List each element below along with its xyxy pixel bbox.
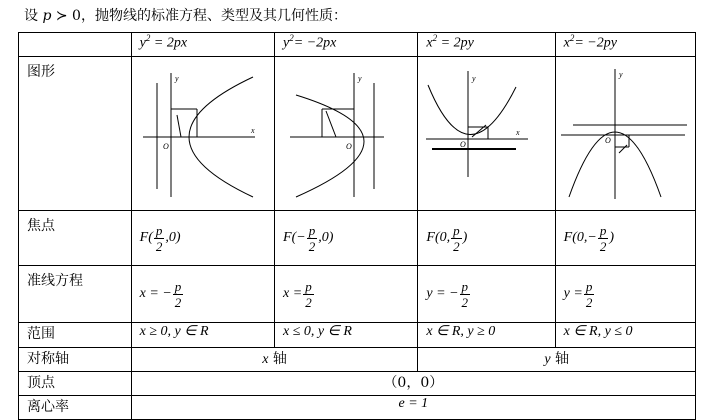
focus-radius-line (326, 111, 336, 137)
intro-condition: ≻ 0 (55, 8, 81, 24)
vertex-row (19, 372, 696, 396)
origin-label: O (604, 136, 611, 145)
parabola-properties-table (18, 32, 696, 420)
header-equation-3: $x^2 = 2py$ (418, 33, 555, 57)
row-label-range: 范围 (19, 323, 132, 348)
graph-cell-3 (418, 57, 555, 211)
range-cell-2: x ≤ 0, y ∈ R (275, 323, 418, 348)
row-label-eccentricity: 离心率 (19, 396, 132, 420)
origin-label: O (459, 140, 466, 149)
header-corner (19, 33, 132, 57)
row-label-vertex: 顶点 (19, 372, 132, 396)
intro-var: p (42, 8, 52, 24)
row-label-directrix: 准线方程 (19, 266, 132, 323)
x-axis-label: x (515, 128, 520, 137)
header-equation-4: $x^2= -2py$ (555, 33, 695, 57)
intro-text: 设 p ≻ 0，抛物线的标准方程、类型及其几何性质： (24, 8, 347, 24)
directrix-row (19, 266, 696, 323)
directrix-cell-4: y = $\frac{p}{2}$ (555, 266, 695, 323)
eccentricity-row (19, 396, 696, 420)
header-equation-1: $y^2 = 2px$ (131, 33, 274, 57)
header-row (19, 33, 696, 57)
row-label-axis: 对称轴 (19, 348, 132, 372)
directrix-cell-2: x = $\frac{p}{2}$ (275, 266, 418, 323)
header-equation-2: $y^2= -2px$ (275, 33, 418, 57)
x-axis-label: x (250, 126, 255, 135)
origin-label: O (162, 142, 169, 151)
focus-radius-line (177, 115, 181, 137)
axis-y-cell: y 轴 (418, 348, 696, 372)
parabola-right-graph (133, 57, 273, 206)
y-axis-label: y (358, 74, 362, 83)
directrix-cell-3: y = − $\frac{p}{2}$ (418, 266, 555, 323)
focus-cell-1: F( $\frac{p}{2}$ ,0) (131, 211, 274, 266)
focus-row (19, 211, 696, 266)
eccentricity-cell: e = 1 (131, 396, 695, 420)
graph-cell-4 (555, 57, 695, 211)
graph-row (19, 57, 696, 211)
y-axis-label: y (471, 74, 476, 83)
graph-cell-1 (131, 57, 274, 211)
graph-cell-2 (275, 57, 418, 211)
focus-cell-2: F( − $\frac{p}{2}$ ,0) (275, 211, 418, 266)
row-label-focus: 焦点 (19, 211, 132, 266)
axis-x-cell: x 轴 (131, 348, 418, 372)
focus-cell-4: F(0, − $\frac{p}{2}$ ) (555, 211, 695, 266)
directrix-cell-1: x = − $\frac{p}{2}$ (131, 266, 274, 323)
origin-label: O (346, 142, 352, 151)
parabola-up-graph (420, 57, 554, 206)
focus-cell-3: F(0, $\frac{p}{2}$ ) (418, 211, 555, 266)
row-label-graph: 图形 (19, 57, 132, 211)
y-axis-label: y (174, 74, 179, 83)
parabola-down-graph (557, 57, 694, 206)
parabola-left-graph (276, 57, 416, 206)
range-cell-1: x ≥ 0, y ∈ R (131, 323, 274, 348)
axis-row (19, 348, 696, 372)
focus-radius-line (619, 145, 627, 153)
range-cell-3: x ∈ R, y ≥ 0 (418, 323, 555, 348)
y-axis-label: y (618, 70, 623, 79)
vertex-cell: （0，0） (131, 372, 695, 396)
range-row (19, 323, 696, 348)
range-cell-4: x ∈ R, y ≤ 0 (555, 323, 695, 348)
